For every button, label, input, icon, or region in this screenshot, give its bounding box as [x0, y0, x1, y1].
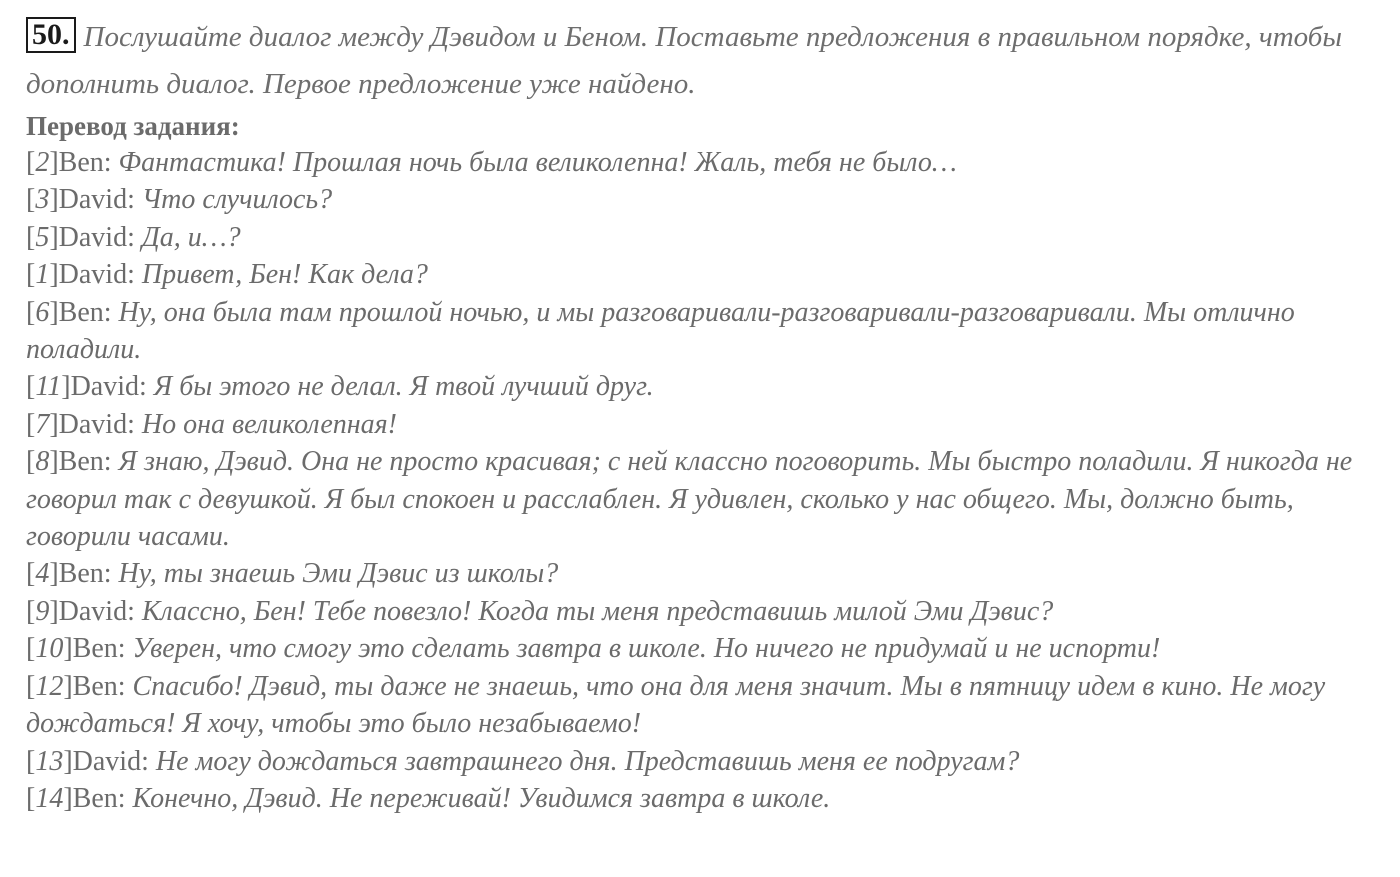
line-text: Что случилось?	[141, 184, 333, 216]
dialog-line: [4]Ben: Ну, ты знаешь Эми Дэвис из школы?	[26, 558, 559, 590]
line-order-number: 10	[35, 633, 64, 665]
line-text: Но она великолепная!	[141, 408, 397, 440]
speaker-name: David	[58, 184, 128, 216]
speaker-name: David	[58, 408, 128, 440]
line-text: Да, и…?	[141, 221, 241, 253]
dialog-line: [1]David: Привет, Бен! Как дела?	[26, 259, 428, 291]
line-text: Фантастика! Прошлая ночь была великолепна! Жаль, тебя не было…	[118, 147, 957, 178]
line-order-number: 13	[35, 745, 64, 777]
line-text: Не могу дождаться завтрашнего дня. Представишь меня ее подругам?	[155, 745, 1020, 777]
task-instruction: Послушайте диалог между Дэвидом и Беном. Поставьте предложения в правильном порядке, чтобы дополнить диалог. Первое предложение уже найдено.	[26, 21, 1343, 100]
dialog-line: [5]David: Да, и…?	[26, 221, 241, 253]
speaker-name: Ben	[58, 558, 104, 590]
speaker-name: Ben	[58, 147, 104, 178]
line-order-number: 6	[35, 296, 50, 328]
document-page	[26, 14, 1376, 817]
dialog-line: [6]Ben: Ну, она была там прошлой ночью, и мы разговаривали-разговаривали-разговаривали. Мы отлично поладили.	[26, 296, 1295, 366]
line-order-number: 4	[35, 558, 50, 590]
speaker-name: Ben	[58, 296, 104, 328]
dialog-list	[26, 144, 1376, 817]
dialog-line: [2]Ben: Фантастика! Прошлая ночь была великолепна! Жаль, тебя не было…	[26, 147, 957, 178]
dialog-line: [12]Ben: Спасибо! Дэвид, ты даже не знаешь, что она для меня значит. Мы в пятницу идем в кино. Не могу дождаться! Я хочу, чтобы это было незабываемо!	[26, 670, 1326, 740]
line-order-number: 11	[35, 371, 62, 403]
line-text: Уверен, что смогу это сделать завтра в школе. Но ничего не придумай и не испорти!	[132, 633, 1161, 665]
speaker-name: Ben	[72, 633, 118, 665]
speaker-name: David	[58, 595, 128, 627]
task-header	[26, 14, 1376, 108]
dialog-line: [8]Ben: Я знаю, Дэвид. Она не просто красивая; с ней классно поговорить. Мы быстро поладили. Я никогда не говорил так с девушкой. Я был спокоен и расслаблен. Я удивлен, сколько у нас общего. Мы, должно быть, говорили часами.	[26, 446, 1353, 553]
line-order-number: 7	[35, 408, 50, 440]
dialog-line: [14]Ben: Конечно, Дэвид. Не переживай! Увидимся завтра в школе.	[26, 782, 831, 814]
task-number: 50.	[26, 17, 76, 53]
translation-title: Перевод задания:	[26, 111, 240, 141]
line-order-number: 3	[35, 184, 50, 216]
line-text: Я бы этого не делал. Я твой лучший друг.	[153, 371, 654, 403]
line-order-number: 2	[35, 147, 50, 178]
dialog-line: [9]David: Классно, Бен! Тебе повезло! Когда ты меня представишь милой Эми Дэвис?	[26, 595, 1054, 627]
speaker-name: David	[70, 371, 140, 403]
line-text: Ну, она была там прошлой ночью, и мы разговаривали-разговаривали-разговаривали. Мы отлично поладили.	[26, 296, 1295, 366]
line-text: Классно, Бен! Тебе повезло! Когда ты меня представишь милой Эми Дэвис?	[141, 595, 1054, 627]
speaker-name: Ben	[58, 446, 104, 478]
speaker-name: Ben	[72, 782, 118, 814]
line-order-number: 5	[35, 221, 50, 253]
dialog-line: [3]David: Что случилось?	[26, 184, 333, 216]
speaker-name: David	[72, 745, 142, 777]
line-order-number: 12	[35, 670, 64, 702]
line-text: Я знаю, Дэвид. Она не просто красивая; с ней классно поговорить. Мы быстро поладили. Я никогда не говорил так с девушкой. Я был спокоен и расслаблен. Я удивлен, сколько у нас общего. Мы, должно быть, говорили часами.	[26, 446, 1353, 553]
dialog-line: [10]Ben: Уверен, что смогу это сделать завтра в школе. Но ничего не придумай и не испорти!	[26, 633, 1161, 665]
dialog-line: [13]David: Не могу дождаться завтрашнего дня. Представишь меня ее подругам?	[26, 745, 1020, 777]
line-text: Привет, Бен! Как дела?	[141, 259, 428, 291]
line-order-number: 8	[35, 446, 50, 478]
line-order-number: 9	[35, 595, 50, 627]
line-text: Конечно, Дэвид. Не переживай! Увидимся завтра в школе.	[132, 782, 831, 814]
speaker-name: David	[58, 259, 128, 291]
speaker-name: David	[58, 221, 128, 253]
line-text: Ну, ты знаешь Эми Дэвис из школы?	[118, 558, 559, 590]
speaker-name: Ben	[72, 670, 118, 702]
dialog-line: [7]David: Но она великолепная!	[26, 408, 397, 440]
line-order-number: 1	[35, 259, 50, 291]
line-order-number: 14	[35, 782, 64, 814]
dialog-line: [11]David: Я бы этого не делал. Я твой лучший друг.	[26, 371, 654, 403]
line-text: Спасибо! Дэвид, ты даже не знаешь, что она для меня значит. Мы в пятницу идем в кино. Не могу дождаться! Я хочу, чтобы это было незабываемо!	[26, 670, 1326, 740]
